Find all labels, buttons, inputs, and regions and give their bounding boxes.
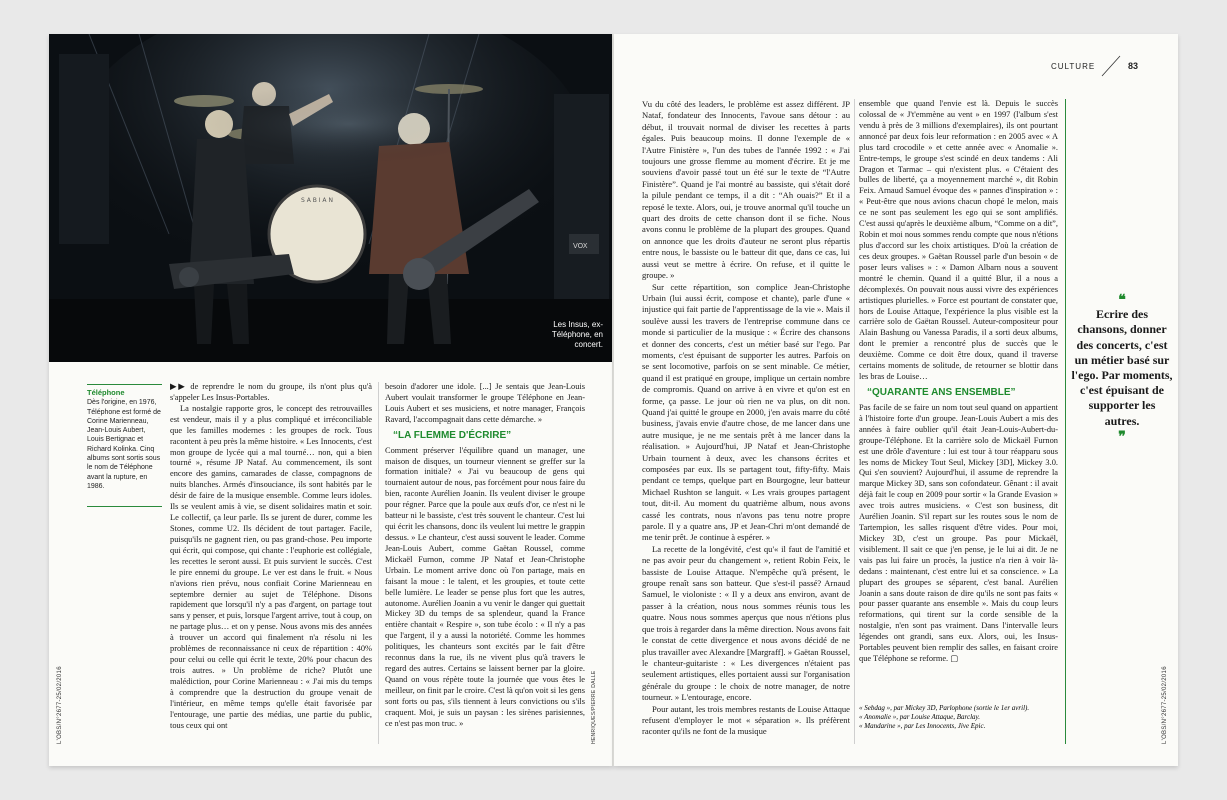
column-divider xyxy=(378,382,379,744)
section-heading: “QUARANTE ANS ENSEMBLE” xyxy=(867,386,1016,398)
sidebar-box xyxy=(87,384,162,491)
pull-quote-text: Ecrire des chansons, donner des concerts, c'est un métier basé sur l'ego. Par moments, c'est épuisant de supporter les autres. xyxy=(1071,307,1173,428)
footnote: « Mandarine », par Les Innocents, Jive Epic. xyxy=(859,722,986,730)
article-column-3 xyxy=(642,99,850,738)
article-column-4 xyxy=(859,99,1058,665)
footnote: « Sebdag », par Mickey 3D, Parlophone (sortie le 1er avril). xyxy=(859,704,1030,712)
section-heading: “LA FLEMME D'ÉCRIRE” xyxy=(393,429,512,441)
running-head: CULTURE xyxy=(1051,62,1096,71)
article-paragraph: Sur cette répartition, son complice Jean-Christophe Urbain (lui aussi écrit, compose et chante), parle d'une « injustice qui fait partie de l'apprentissage de la vie ». Mais il soulève aussi les travers de l'entreprise commune dans ce monde si particulier de la musique : « Écrire des chansons et donner des concerts, c'est un métier basé sur l'ego. Par moments, c'est épuisant de supporter les autres. Parfois on se sent locomotive, parfois on se sent minable. Ce métier, quand il est pratiqué en groupe, implique un certain nombre de compromis. Quand on arrive à en vivre et qu'on est en forme, ça passe. Le jour où rien ne va plus, on dit non. Quand j'ai quitté le groupe en 2000, j'en avais marre du côté business, j'avais envie d'autre chose, de me lancer dans une autre musique, je ne me sentais prêt à me lancer dans la réalisation. » Aujourd'hui, JP Nataf et Jean-Christophe Urbain tournent à deux, avec les chansons écrites et composées par eux. Ils se partagent tout, fifty-fifty. Mais pendant ce temps, quelque part en Bourgogne, leur batteur Michael Rushton se languit. « Les vrais groupes partagent tout, dit-il. Au moment du quatrième album, nous avons cassé les contrats, nous n'avons pas tenu notre propre parole. Il y a quatre ans, JP et Jean-Chri m'ont demandé de me tenir prêt. Je continue à espérer. » xyxy=(642,281,850,543)
pullquote-rule xyxy=(1065,99,1066,744)
photo-credit: HENRIQUES/PIERRE DALLE xyxy=(591,670,597,744)
pull-quote xyxy=(1070,292,1174,444)
footnote: « Anomalie », par Louise Attaque, Barclay. xyxy=(859,713,981,721)
article-paragraph: Vu du côté des leaders, le problème est assez différent. JP Nataf, fondateur des Innocents, l'avoue sans détour : au début, il trouvait normal de diviser les recettes à parts égales. Puis beaucoup moins. Il donne l'exemple de « l'Autre Finistère », l'un des tubes de l'année 1992 : « J'ai toujours une grosse flemme au moment d'écrire. Et je me souviens d'avoir passé tout un été sur le texte de “l'Autre Finistère”. Quand je l'ai montré au bassiste, qui s'était doré la pilule pendant ce temps, il a dit : “Ah ouais?” Et il a reposé le texte. Alors, oui, je trouve anormal qu'il touche un quart des droits de cette chanson dont il se fiche. Nous avons connu le problème de la plupart des groupes. Quand on annonce que les droits d'auteur ne seront plus répartis entre nous, le bassiste ou le batteur dit que, dans ce cas, lui aussi veut se mettre à écrire. On refuse, et il quitte le groupe. » xyxy=(642,99,850,281)
article-paragraph: Pas facile de se faire un nom tout seul quand on appartient à l'histoire forte d'un groupe. Jean-Louis Aubert a mis des années à faire oublier qu'il était Jean-Louis-Aubert-du-groupe-Téléphone. Et la carrière solo de Mickaël Furnon est une drôle d'aventure : lui est tour à tour réapparu sous les noms de Mickey Tout Seul, Mickey [3D], Mickey 3.0. Qui s'en souvient? Aujourd'hui, il assume de reprendre la marque Mickey 3D, sans son cofondateur. Gênant : il avait déjà fait le coup en 2009 pour sortir « la Grande Evasion » avec trois autres musiciens. « C'est son business, dit Aurélien Joanin. S'il repart sur les routes sous le nom de Tartempion, les salles risquent d'être vides. Pour moi, Mickey 3D, c'est un groupe. Pas pour Mickaël, visiblement. Il sait ce que j'en pense, je le lui ai dit. Je ne vais pas lui faire un procès, la justice n'a rien à voir là-dedans : maintenant, c'est entre lui et sa conscience. » La plupart des groupes se séparent, c'est banal. Aurélien Joanin a sans doute raison de dire qu'ils ne sont pas faits « pour passer quarante ans ensemble ». Mais du coup leurs reformations, qui tirent sur la corde sensible de la nostalgie, n'en sont pas vraiment. Dans l'intervalle leurs légendes ont grandi, sans eux. Alors, oui, les Insus-Portables peuvent bien remplir des salles, en faisant croire que Téléphone se reforme. ▢ xyxy=(859,402,1058,664)
article-paragraph: La nostalgie rapporte gros, le concept des retrouvailles est vendeur, mais il y a plus compliqué et irréconciliable que les familles modernes : les groupes de rock. Tous racontent à peu près la même histoire. « Les Innocents, c'est mon groupe de lycée qui a mal tourné… non, qui a bien tourné », résume JP Nataf. Au commencement, ils sont encore des gamins, camarades de classe, compagnons de nuits blanches. Armés d'insouciance, ils sont habités par le désir de faire de la musique ensemble. Comme leurs idoles. Ils se veulent amis à vie, se disent solidaires matin et soir. Le collectif, ça leur parle. Ils se jurent de durer, comme les Stones, comme U2. Ils décident de tout partager. Facile, puisqu'ils ne gagnent rien, ou pas grand-chose. Peu importe qui écrit, qui compose, qui chante : l'euphorie est collégiale, les recettes le seront aussi. Et puis survient le succès. C'est le pire ennemi du groupe. Le ver est dans le fruit. « Nous n'avions rien prévu, nous confiait Corine Marienneau en septembre dernier au sujet de Téléphone. Disons rapidement que lorsqu'il n'y a pas d'argent, on partage tout sans y penser, et puis, lorsque l'argent arrive, tout à coup, on ne partage plus… et on y pense. Nous avons mis des années à trouver un accord qui finalement n'a résolu ni les problèmes de reconnaissance ni ceux de répartition : 40% pour celui ou celle qui écrit le texte, 20% pour chacun des trois autres. » Un problème de riche? Plutôt une malédiction, pour Corine Marienneau : « J'ai mis du temps à comprendre que la destruction du groupe venait de l'intérieur, en même temps qu'elle était favorisée par l'entourage, une partie des médias, une partie du public, tous ceux qui ont xyxy=(170,403,372,730)
footnotes xyxy=(859,704,1058,731)
article-paragraph: ▶▶ de reprendre le nom du groupe, ils n'ont plus qu'à s'appeler Les Insus-Portables. xyxy=(170,382,372,402)
left-page xyxy=(49,34,613,766)
article-column-1 xyxy=(170,382,372,732)
page-number: 83 xyxy=(1128,61,1139,71)
article-paragraph: La recette de la longévité, c'est qu'« il faut de l'amitié et ne pas avoir peur du changement », retient Robin Feix, le bassiste de Louise Attaque. N'empêche qu'à présent, le groupe renaît sans son batteur. Que s'est-il passé? Arnaud Samuel, le violoniste : « Il y a deux ans environ, avant de passer à la création, nous nous sommes réunis tous les quatre. Nous nous sommes aperçus que nous n'étions plus que trois à regarder dans la même direction. Nous avons fait le constat de cette divergence et nous avons décidé de ne plus travailler avec Alexandre [Margraff]. » Gaëtan Roussel, le chanteur-guitariste : « Les divergences n'étaient pas seulement artistiques, elles portaient aussi sur l'organisation générale du groupe : le choix de notre manager, de notre tourneur. » L'entourage, encore. xyxy=(642,543,851,703)
running-head-slash xyxy=(1100,54,1122,78)
left-folio: L'OBS/N°2677-25/02/2016 xyxy=(57,666,63,744)
article-column-2 xyxy=(385,382,585,730)
amp-label: VOX xyxy=(573,242,588,250)
sidebar-rule xyxy=(87,506,162,507)
column-divider xyxy=(854,99,855,744)
open-quote-icon: ❝ xyxy=(1118,291,1126,307)
concert-illustration xyxy=(49,34,613,362)
article-paragraph: ensemble que quand l'envie est là. Depuis le succès colossal de « J't'emmène au vent » en 1997 (l'album s'est vendu à près de 3 millions d'exemplaires), ils ont pourtant annoncé par deux fois leur reformation : en 2005 avec « A plus tard crocodile » et cette année avec « Anomalie ». Entre-temps, le groupe s'est scindé en deux tandems : Ali Dragon et Tarmac – qui n'existent plus. « C'étaient des bulles de liberté, ça a moyennement marché », dit Robin Feix. Arnaud Samuel évoque des « pannes d'inspiration » : « Peut-être que nous avions chacun chopé le melon, mais ce ne sont pas seulement les ego qui se sont amplifiés. C'est aussi qu'après le deuxième album, “Comme on a dit”, Robin et moi nous sommes rendu compte que nous n'étions plus d'accord sur les choix artistiques. D'où la création de ces deux groupes. » Gaëtan Roussel parle d'un besoin « de poser leurs valises » : « Damon Albarn nous a souvent montré le chemin. Quand il a quitté Blur, il a nous a décomplexés. On pouvait nous aussi vivre des expériences artistiques plurielles. » Force est pourtant de constater que, hors de Louise Attaque, l'expérience la plus visible est la carrière solo de Gaëtan Roussel. Auteur-compositeur pour Alain Bashung ou Vanessa Paradis, il a sorti deux albums, dont le premier a rencontré plus de succès que le deuxième. Comme ce doit être doux, quand il traverse certains moments de solitude, de retourner se blottir dans les bras de Louise… xyxy=(859,99,1059,382)
article-paragraph: besoin d'adorer une idole. [...] Je sentais que Jean-Louis Aubert voulait transformer le groupe Téléphone en Jean-Louis Aubert et ses musiciens, et notre manager, François Ravard, l'accompagnait dans cette démarche. » xyxy=(385,382,585,424)
close-quote-icon: ❞ xyxy=(1118,427,1126,444)
concert-photo xyxy=(49,34,613,362)
right-folio: L'OBS/N°2677-25/02/2016 xyxy=(1162,666,1168,744)
sidebar-text: Dès l'origine, en 1976, Téléphone est formé de Corine Marienneau, Jean-Louis Aubert, Louis Bertignac et Richard Kolinka. Cinq albums sont sortis sous le nom de Téléphone avant la rupture, en 1986. xyxy=(87,399,161,490)
photo-caption: Les Insus, ex-Téléphone, en concert. xyxy=(551,320,603,349)
drum-head-text: S A B I A N xyxy=(301,197,333,204)
article-paragraph: Pour autant, les trois membres restants de Louise Attaque refusent d'employer le mot « séparation ». Ils préfèrent raconter qu'ils ne font de la musique xyxy=(642,703,850,737)
article-paragraph: Comment préserver l'équilibre quand un manager, une maison de disques, un tourneur viennent se greffer sur la formation initiale? « J'ai vu beaucoup de gens qui tournaient autour de nous, pas forcément pour nous faire du bien, raconte Aurélien Joanin. Ils veulent diviser le groupe pour régner. Parce que la poule aux œufs d'or, ce n'est ni le batteur ni le bassiste, c'est très souvent le chanteur. C'est lui qui écrit les chansons, donc ils veulent lui mettre le grappin dessus. » Le chanteur, c'est aussi souvent le leader. Comme Jean-Louis Aubert, comme Gaëtan Roussel, comme Mickaël Furnon, comme JP Nataf et Jean-Christophe Urbain. Le moment arrive donc où l'on partage, mais en faisant la moue : le talent, et les groupies, et toute cette belle lumière. Le leader se pense plus fort que les autres, autonome. Aurélien Joanin a vu venir le danger qui guettait Mickey 3D du temps de sa splendeur, quand la France entière chantait « Respire », son tube écolo : « Il n'y a pas que l'argent, il y a aussi la notoriété. Comme les hommes politiques, les chanteurs sont excités par le fait d'être reconnus dans la rue, ils ne vivent plus qu'à travers le regard des autres. Certains se laissent berner par la gloire. Quand on vous répète toute la journée que vous êtes le meilleur, on finit par le croire. C'est là qu'on voit si les gens sont forts ou pas, s'ils tiennent à leurs convictions ou s'ils craquent. Moi, je suis un paysan : les sirènes parisiennes, ce n'est pas mon truc. » xyxy=(385,445,586,728)
sidebar-title: Téléphone xyxy=(87,388,125,397)
right-page xyxy=(614,34,1178,766)
